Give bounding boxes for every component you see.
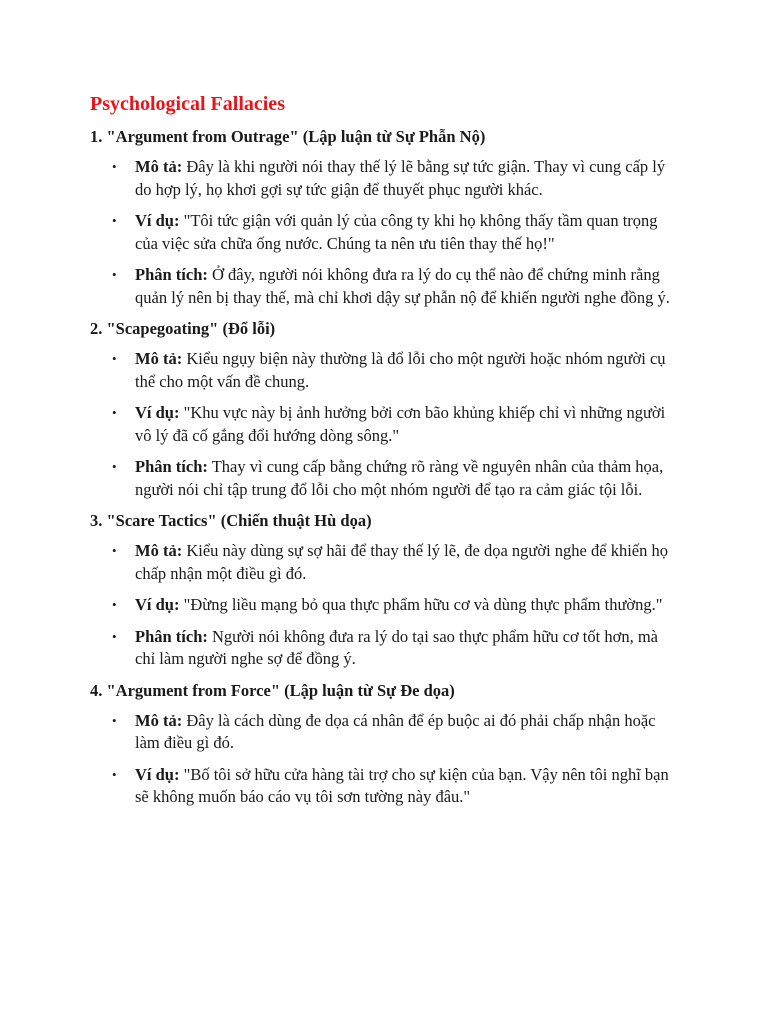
- section-argument-from-force: [90, 680, 678, 809]
- item-text: Người nói không đưa ra lý do tại sao thực phẩm hữu cơ tốt hơn, mà chỉ làm người nghe sợ để đồng ý.: [135, 626, 658, 668]
- list-item: [90, 156, 678, 201]
- section-scapegoating: [90, 318, 678, 501]
- bullet-icon: •: [112, 405, 117, 420]
- bullet-icon: •: [112, 213, 117, 228]
- item-text: Đây là khi người nói thay thế lý lẽ bằng sự tức giận. Thay vì cung cấp lý do hợp lý, họ khơi gợi sự tức giận để thuyết phục người khác.: [135, 157, 666, 199]
- item-label: Mô tả:: [135, 541, 183, 560]
- bullet-icon: •: [112, 459, 117, 474]
- item-list: [90, 540, 678, 671]
- list-item: [90, 456, 678, 501]
- bullet-icon: •: [112, 712, 117, 728]
- item-text: Thay vì cung cấp bằng chứng rõ ràng về nguyên nhân của thảm họa, người nói chỉ tập trung đổ lỗi cho một nhóm người để tạo ra cảm giác tội lỗi.: [135, 457, 664, 499]
- item-text: Đây là cách dùng đe dọa cá nhân để ép buộc ai đó phải chấp nhận hoặc làm điều gì đó.: [135, 710, 656, 752]
- list-item: [90, 626, 678, 671]
- list-item: [90, 210, 678, 255]
- item-list: [90, 156, 678, 309]
- item-label: Mô tả:: [135, 157, 183, 176]
- section-heading: 3. "Scare Tactics" (Chiến thuật Hù dọa): [90, 511, 372, 530]
- bullet-icon: •: [112, 543, 117, 558]
- item-text: "Khu vực này bị ảnh hưởng bởi cơn bão khủng khiếp chỉ vì những người vô lý đã cố gắng đổi hướng dòng sông.": [135, 403, 666, 445]
- item-list: [90, 348, 678, 501]
- item-label: Ví dụ:: [135, 595, 180, 614]
- item-label: Ví dụ:: [135, 403, 180, 422]
- item-label: Mô tả:: [135, 349, 183, 368]
- bullet-icon: •: [112, 351, 117, 366]
- list-item: [90, 348, 678, 393]
- item-text: Kiểu này dùng sự sợ hãi để thay thế lý lẽ, đe dọa người nghe để khiến họ chấp nhận một điều gì đó.: [135, 541, 668, 583]
- list-item: [90, 764, 678, 809]
- list-item: [90, 710, 678, 755]
- item-text: "Bố tôi sở hữu cửa hàng tài trợ cho sự kiện của bạn. Vậy nên tôi nghĩ bạn sẽ không muốn báo cáo vụ tôi sơn tường này đâu.": [135, 764, 669, 806]
- item-text: "Tôi tức giận với quản lý của công ty khi họ không thấy tầm quan trọng của việc sửa chữa ống nước. Chúng ta nên ưu tiên thay thế họ!": [135, 211, 658, 253]
- bullet-icon: •: [112, 766, 117, 782]
- document-title: Psychological Fallacies: [90, 93, 285, 115]
- bullet-icon: •: [112, 159, 117, 174]
- list-item: [90, 402, 678, 447]
- section-heading: 4. "Argument from Force" (Lập luận từ Sự Đe dọa): [90, 680, 455, 700]
- item-label: Phân tích:: [135, 457, 208, 476]
- item-label: Mô tả:: [135, 710, 183, 730]
- item-text: Kiểu ngụy biện này thường là đổ lỗi cho một người hoặc nhóm người cụ thể cho một vấn đề chung.: [135, 349, 666, 391]
- item-list: [90, 710, 678, 809]
- item-label: Phân tích:: [135, 626, 208, 646]
- list-item: [90, 594, 678, 617]
- item-text: Ở đây, người nói không đưa ra lý do cụ thể nào để chứng minh rằng quản lý nên bị thay thế, mà chỉ khơi dậy sự phẫn nộ để khiến người nghe đồng ý.: [135, 265, 670, 307]
- item-label: Ví dụ:: [135, 764, 180, 784]
- item-label: Ví dụ:: [135, 211, 180, 230]
- section-argument-from-outrage: [90, 126, 678, 309]
- section-heading: 2. "Scapegoating" (Đổ lỗi): [90, 319, 276, 338]
- bullet-icon: •: [112, 267, 117, 282]
- bullet-icon: •: [112, 597, 117, 612]
- list-item: [90, 264, 678, 309]
- section-heading: 1. "Argument from Outrage" (Lập luận từ Sự Phẫn Nộ): [90, 127, 486, 146]
- bullet-icon: •: [112, 628, 117, 644]
- section-scare-tactics: [90, 510, 678, 671]
- item-text: "Đừng liều mạng bỏ qua thực phẩm hữu cơ và dùng thực phẩm thường.": [179, 595, 663, 614]
- list-item: [90, 540, 678, 585]
- item-label: Phân tích:: [135, 265, 208, 284]
